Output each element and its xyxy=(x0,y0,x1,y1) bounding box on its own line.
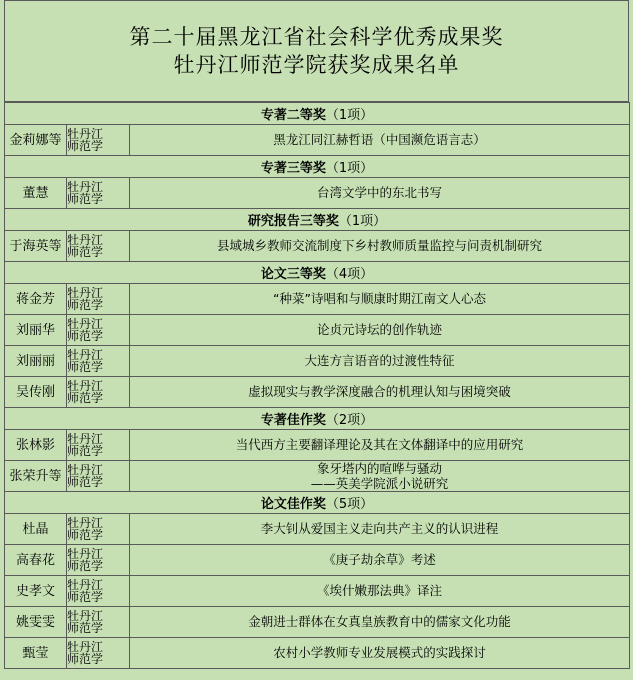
section-header-row xyxy=(5,156,630,178)
unit-line: 师范学 xyxy=(67,360,104,374)
award-row xyxy=(5,461,630,492)
award-row xyxy=(5,284,630,315)
author-cell: 董慧 xyxy=(5,178,67,209)
author-cell: 高春花 xyxy=(5,545,67,576)
award-row xyxy=(5,231,630,262)
work-title-cell xyxy=(130,178,630,209)
unit-line: 师范学 xyxy=(67,528,104,542)
unit-line: 牡丹江 xyxy=(67,317,104,331)
unit-cell xyxy=(67,284,130,315)
unit-cell xyxy=(67,125,130,156)
unit-cell xyxy=(67,607,130,638)
unit-line: 牡丹江 xyxy=(67,578,104,592)
work-title-line: 论贞元诗坛的创作轨迹 xyxy=(316,322,442,337)
unit-line: 师范学 xyxy=(67,139,104,153)
section-count: （2项） xyxy=(325,413,374,428)
work-title-cell xyxy=(130,638,630,669)
unit-line: 牡丹江 xyxy=(67,463,104,477)
unit-cell xyxy=(67,576,130,607)
unit-line: 牡丹江 xyxy=(67,233,104,247)
unit-line: 师范学 xyxy=(67,590,104,604)
work-title-cell xyxy=(130,231,630,262)
work-title-line: 《庚子劫余草》考述 xyxy=(323,552,436,567)
work-title-cell xyxy=(130,514,630,545)
author-cell: 于海英等 xyxy=(5,231,67,262)
unit-line: 师范学 xyxy=(67,245,104,259)
work-title-line: “种菜”诗唱和与顺康时期江南文人心态 xyxy=(273,291,486,306)
unit-line: 牡丹江 xyxy=(67,180,104,194)
author-cell: 甄莹 xyxy=(5,638,67,669)
unit-line: 师范学 xyxy=(67,192,104,206)
unit-cell xyxy=(67,346,130,377)
award-row xyxy=(5,545,630,576)
work-title-line: 农村小学教师专业发展模式的实践探讨 xyxy=(273,645,486,660)
work-title-cell xyxy=(130,576,630,607)
section-header-row xyxy=(5,408,630,430)
award-table xyxy=(4,102,630,669)
award-row xyxy=(5,607,630,638)
author-cell: 刘丽丽 xyxy=(5,346,67,377)
unit-line: 师范学 xyxy=(67,621,104,635)
section-name: 论文三等奖 xyxy=(260,267,326,282)
work-title-line: 虚拟现实与教学深度融合的机理认知与困境突破 xyxy=(248,384,511,399)
award-row xyxy=(5,430,630,461)
unit-line: 师范学 xyxy=(67,298,104,312)
section-name: 论文佳作奖 xyxy=(260,497,326,512)
award-row xyxy=(5,178,630,209)
award-row xyxy=(5,514,630,545)
work-title-line: 县域城乡教师交流制度下乡村教师质量监控与问责机制研究 xyxy=(216,238,542,253)
award-row xyxy=(5,315,630,346)
unit-line: 师范学 xyxy=(67,329,104,343)
unit-line: 牡丹江 xyxy=(67,640,104,654)
section-header xyxy=(5,408,630,430)
work-title-cell xyxy=(130,346,630,377)
author-cell: 姚雯雯 xyxy=(5,607,67,638)
unit-cell xyxy=(67,461,130,492)
work-title-line: 台湾文学中的东北书写 xyxy=(316,185,442,200)
unit-line: 牡丹江 xyxy=(67,348,104,362)
author-cell: 金莉娜等 xyxy=(5,125,67,156)
unit-line: 师范学 xyxy=(67,559,104,573)
work-title-cell xyxy=(130,607,630,638)
work-title-line: 李大钊从爱国主义走向共产主义的认识进程 xyxy=(260,521,499,536)
award-row xyxy=(5,576,630,607)
work-title-cell xyxy=(130,545,630,576)
work-title-cell xyxy=(130,125,630,156)
work-title-line: 象牙塔内的喧哗与骚动 xyxy=(316,461,442,476)
unit-line: 牡丹江 xyxy=(67,379,104,393)
section-name: 研究报告三等奖 xyxy=(247,214,339,229)
unit-line: 牡丹江 xyxy=(67,547,104,561)
author-cell: 杜晶 xyxy=(5,514,67,545)
unit-cell xyxy=(67,545,130,576)
award-row xyxy=(5,346,630,377)
unit-line: 师范学 xyxy=(67,475,104,489)
author-cell: 张林影 xyxy=(5,430,67,461)
section-header-row xyxy=(5,103,630,125)
award-row xyxy=(5,638,630,669)
section-header-row xyxy=(5,209,630,231)
section-header xyxy=(5,492,630,514)
section-header xyxy=(5,209,630,231)
award-table-body xyxy=(5,103,630,669)
section-count: （1项） xyxy=(325,161,374,176)
work-title-line: 黑龙江同江赫哲语（中国濒危语言志） xyxy=(273,132,486,147)
unit-line: 师范学 xyxy=(67,652,104,666)
unit-cell xyxy=(67,514,130,545)
section-name: 专著二等奖 xyxy=(260,108,326,123)
unit-cell xyxy=(67,430,130,461)
section-name: 专著佳作奖 xyxy=(260,413,326,428)
section-count: （1项） xyxy=(325,108,374,123)
unit-line: 师范学 xyxy=(67,444,104,458)
unit-cell xyxy=(67,178,130,209)
unit-cell xyxy=(67,315,130,346)
unit-cell xyxy=(67,638,130,669)
work-title-line: 《埃什嫩那法典》译注 xyxy=(316,583,442,598)
section-count: （4项） xyxy=(325,267,374,282)
unit-line: 牡丹江 xyxy=(67,516,104,530)
title-line-1: 第二十届黑龙江省社会科学优秀成果奖 xyxy=(129,25,504,49)
work-title-line: 大连方言语音的过渡性特征 xyxy=(304,353,455,368)
section-count: （1项） xyxy=(338,214,387,229)
work-title-line: ——英美学院派小说研究 xyxy=(310,476,449,491)
work-title-line: 当代西方主要翻译理论及其在文体翻译中的应用研究 xyxy=(235,437,524,452)
unit-cell xyxy=(67,377,130,408)
work-title-cell xyxy=(130,461,630,492)
work-title-cell xyxy=(130,430,630,461)
title-block xyxy=(4,0,629,102)
work-title-line: 金朝进士群体在女真皇族教育中的儒家文化功能 xyxy=(248,614,511,629)
unit-line: 牡丹江 xyxy=(67,609,104,623)
author-cell: 张荣升等 xyxy=(5,461,67,492)
work-title-cell xyxy=(130,315,630,346)
unit-line: 牡丹江 xyxy=(67,286,104,300)
section-header xyxy=(5,262,630,284)
section-header-row xyxy=(5,492,630,514)
unit-line: 牡丹江 xyxy=(67,127,104,141)
section-count: （5项） xyxy=(325,497,374,512)
section-header xyxy=(5,156,630,178)
author-cell: 刘丽华 xyxy=(5,315,67,346)
unit-line: 师范学 xyxy=(67,391,104,405)
award-row xyxy=(5,377,630,408)
unit-line: 牡丹江 xyxy=(67,432,104,446)
title-line-2: 牡丹江师范学院获奖成果名单 xyxy=(173,53,460,77)
author-cell: 史孝文 xyxy=(5,576,67,607)
award-row xyxy=(5,125,630,156)
section-name: 专著三等奖 xyxy=(260,161,326,176)
work-title-cell xyxy=(130,284,630,315)
author-cell: 蒋金芳 xyxy=(5,284,67,315)
unit-cell xyxy=(67,231,130,262)
section-header xyxy=(5,103,630,125)
work-title-cell xyxy=(130,377,630,408)
author-cell: 吴传刚 xyxy=(5,377,67,408)
section-header-row xyxy=(5,262,630,284)
